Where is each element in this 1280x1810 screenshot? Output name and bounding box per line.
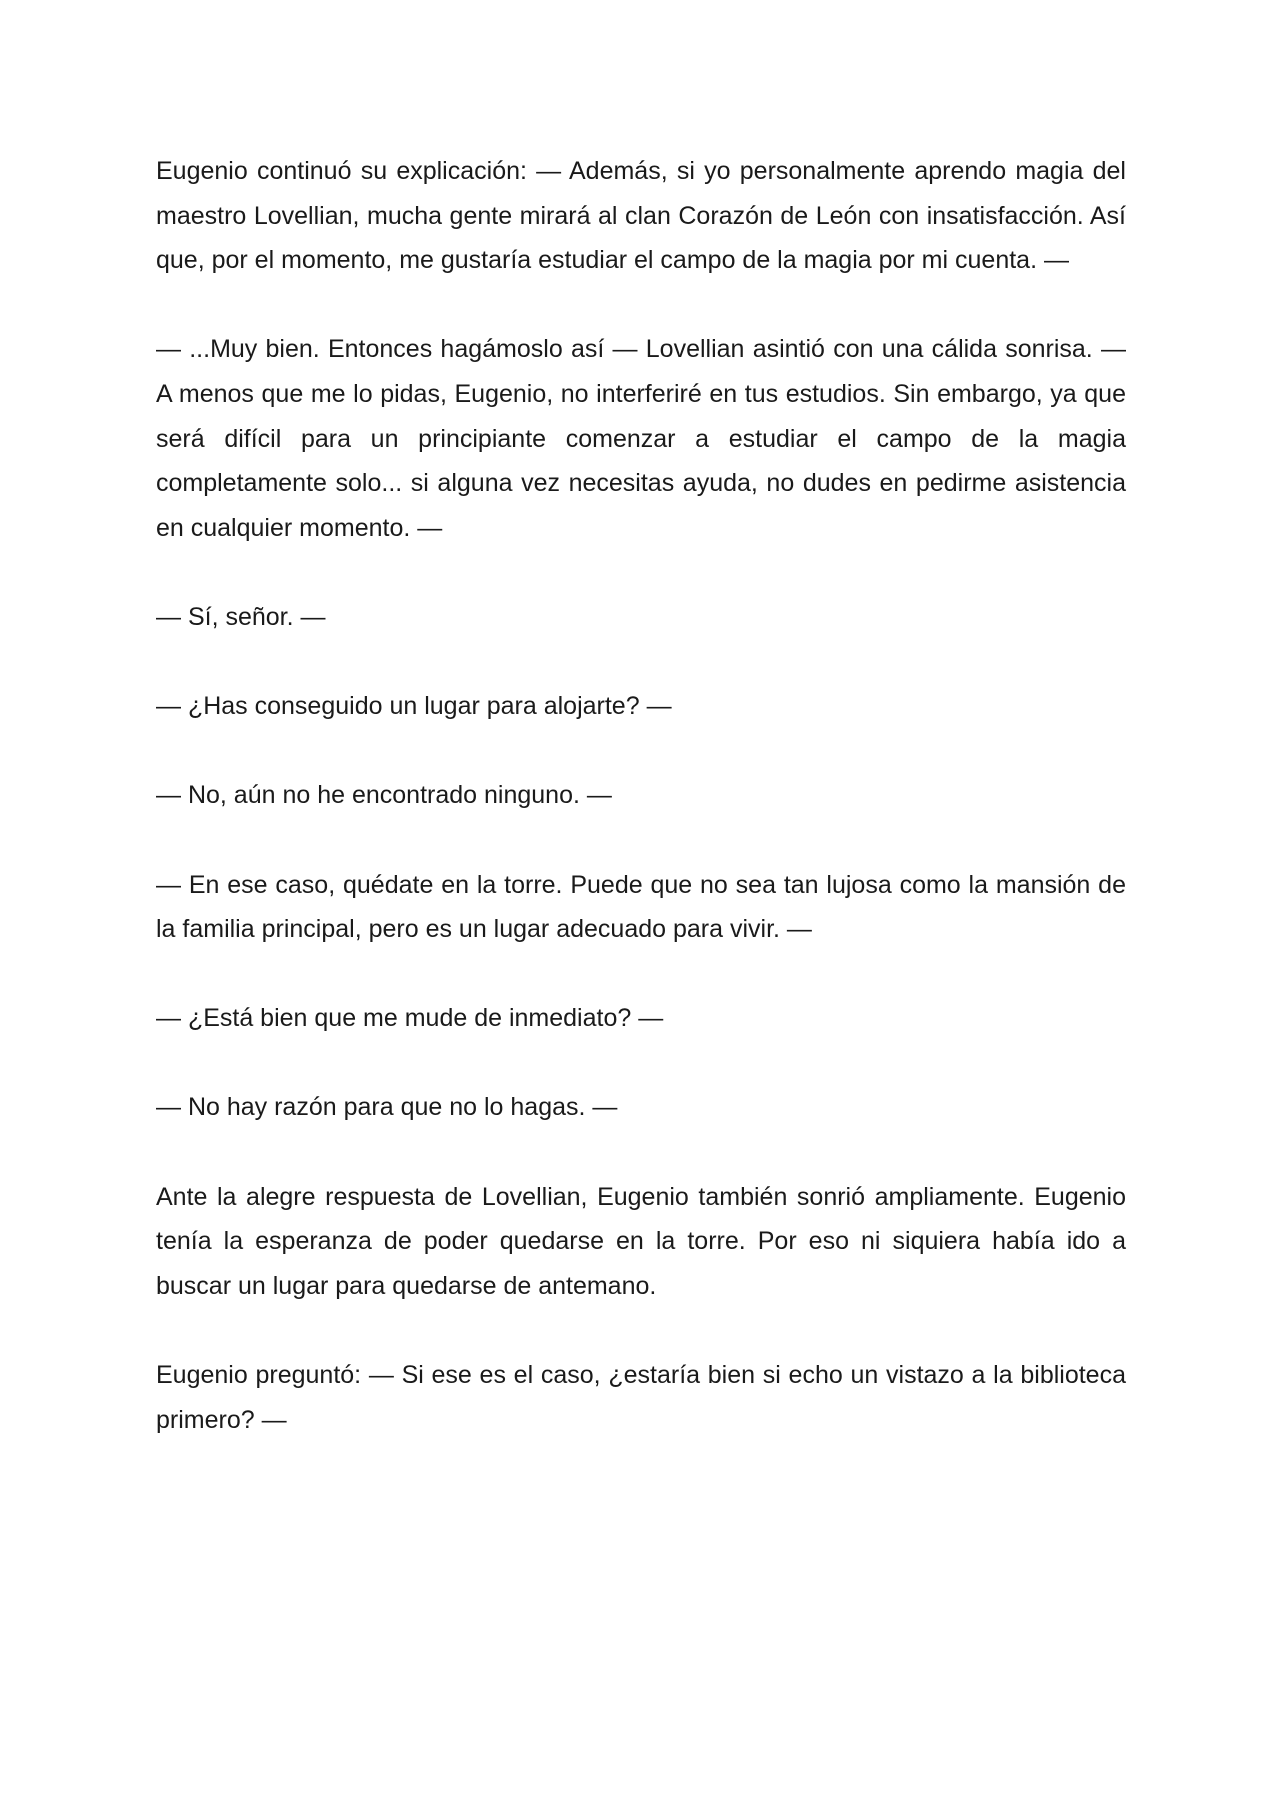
paragraph-9: Ante la alegre respuesta de Lovellian, Eugenio también sonrió ampliamente. Eugenio tenía la esperanza de poder quedarse en la torre. Por eso ni siquiera había ido a buscar un lugar para quedarse de antemano. (156, 1182, 1126, 1300)
paragraph-5: — No, aún no he encontrado ninguno. — (156, 781, 612, 810)
document-body (156, 149, 1126, 1487)
paragraph-1: Eugenio continuó su explicación: — Además, si yo personalmente aprendo magia del maestro Lovellian, mucha gente mirará al clan Corazón de León con insatisfacción. Así que, por el momento, me gustaría estudiar el campo de la magia por mi cuenta. — (156, 157, 1126, 275)
paragraph-8: — No hay razón para que no lo hagas. — (156, 1093, 618, 1122)
paragraph-3: — Sí, señor. — (156, 602, 326, 631)
paragraph-6: — En ese caso, quédate en la torre. Puede que no sea tan lujosa como la mansión de la familia principal, pero es un lugar adecuado para vivir. — (156, 870, 1126, 944)
paragraph-10: Eugenio preguntó: — Si ese es el caso, ¿estaría bien si echo un vistazo a la biblioteca primero? — (156, 1361, 1126, 1434)
paragraph-7: — ¿Está bien que me mude de inmediato? — (156, 1004, 664, 1033)
paragraph-2: — ...Muy bien. Entonces hagámoslo así — Lovellian asintió con una cálida sonrisa. — A menos que me lo pidas, Eugenio, no interferiré en tus estudios. Sin embargo, ya que será difícil para un principiante comenzar a estudiar el campo de la magia completamente solo... si alguna vez necesitas ayuda, no dudes en pedirme asistencia en cualquier momento. — (156, 335, 1126, 542)
paragraph-4: — ¿Has conseguido un lugar para alojarte? — (156, 692, 672, 721)
